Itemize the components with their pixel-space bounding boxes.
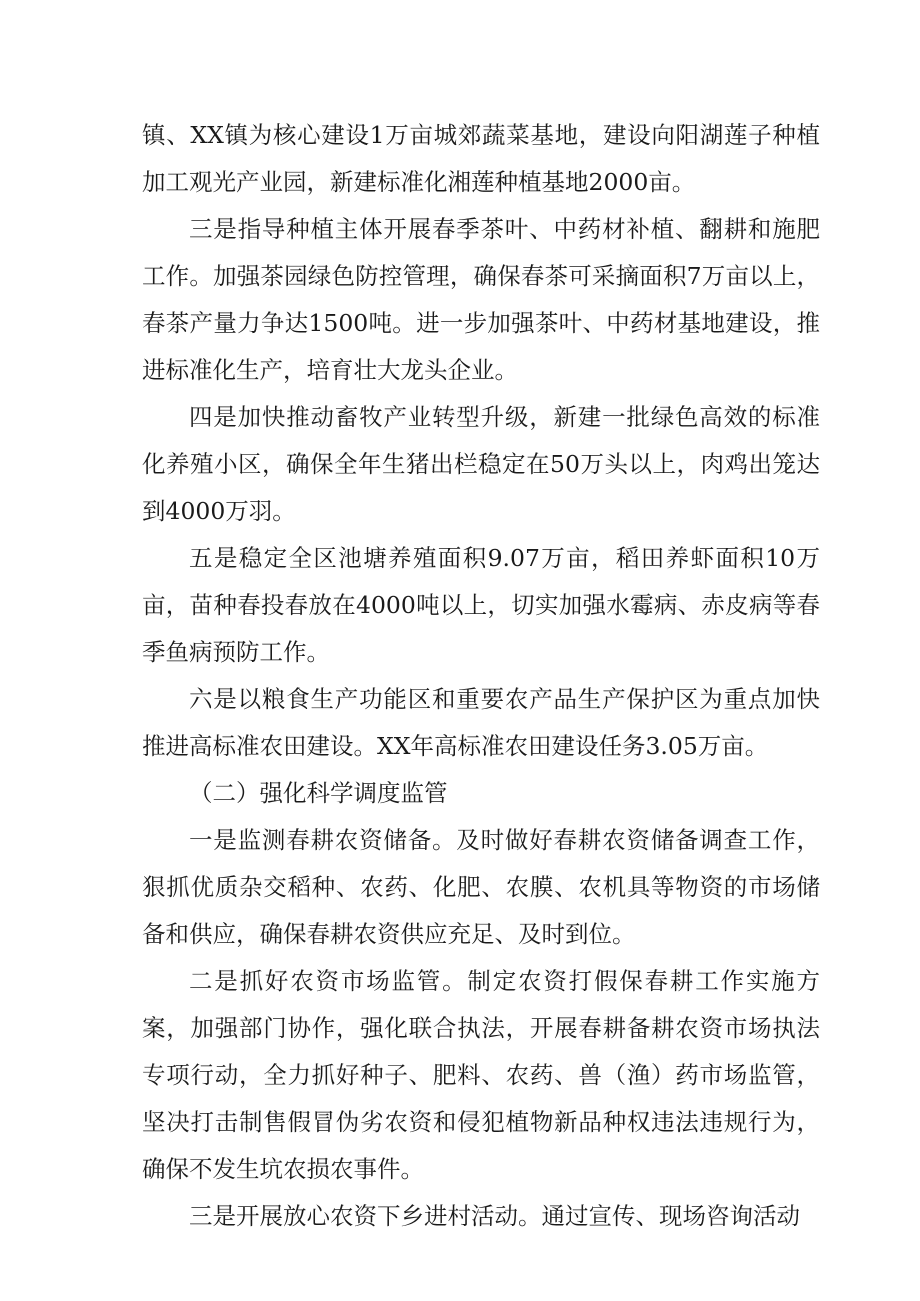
section-heading: （二）强化科学调度监管 (189, 779, 448, 807)
paragraph-aquaculture: 五是稳定全区池塘养殖面积9.07万亩，稻田养虾面积10万亩，苗种春投春放在4000吨以上，切实加强水霉病、赤皮病等春季鱼病预防工作。 (142, 544, 820, 666)
paragraph-village-activity: 三是开展放心农资下乡进村活动。通过宣传、现场咨询活动 (189, 1202, 800, 1230)
paragraph-farmland: 六是以粮食生产功能区和重要农产品生产保护区为重点加快推进高标准农田建设。XX年高标准农田建设任务3.05万亩。 (142, 685, 820, 760)
paragraph-market-supervision: 二是抓好农资市场监管。制定农资打假保春耕工作实施方案，加强部门协作，强化联合执法，开展春耕备耕农资市场执法专项行动，全力抓好种子、肥料、农药、兽（渔）药市场监管，坚决打击制售假冒伪劣农资和侵犯植物新品种权违法违规行为，确保不发生坑农损农事件。 (142, 967, 820, 1183)
paragraph-continuation: 镇、XX镇为核心建设1万亩城郊蔬菜基地，建设向阳湖莲子种植加工观光产业园，新建标准化湘莲种植基地2000亩。 (142, 121, 820, 196)
paragraph-reserves: 一是监测春耕农资储备。及时做好春耕农资储备调查工作，狠抓优质杂交稻种、农药、化肥、农膜、农机具等物资的市场储备和供应，确保春耕农资供应充足、及时到位。 (142, 826, 820, 948)
paragraph-tea-herbs: 三是指导种植主体开展春季茶叶、中药材补植、翻耕和施肥工作。加强茶园绿色防控管理，确保春茶可采摘面积7万亩以上，春茶产量力争达1500吨。进一步加强茶叶、中药材基地建设，推进标准化生产，培育壮大龙头企业。 (142, 215, 820, 384)
paragraph-livestock: 四是加快推动畜牧产业转型升级，新建一批绿色高效的标准化养殖小区，确保全年生猪出栏稳定在50万头以上，肉鸡出笼达到4000万羽。 (142, 403, 820, 525)
